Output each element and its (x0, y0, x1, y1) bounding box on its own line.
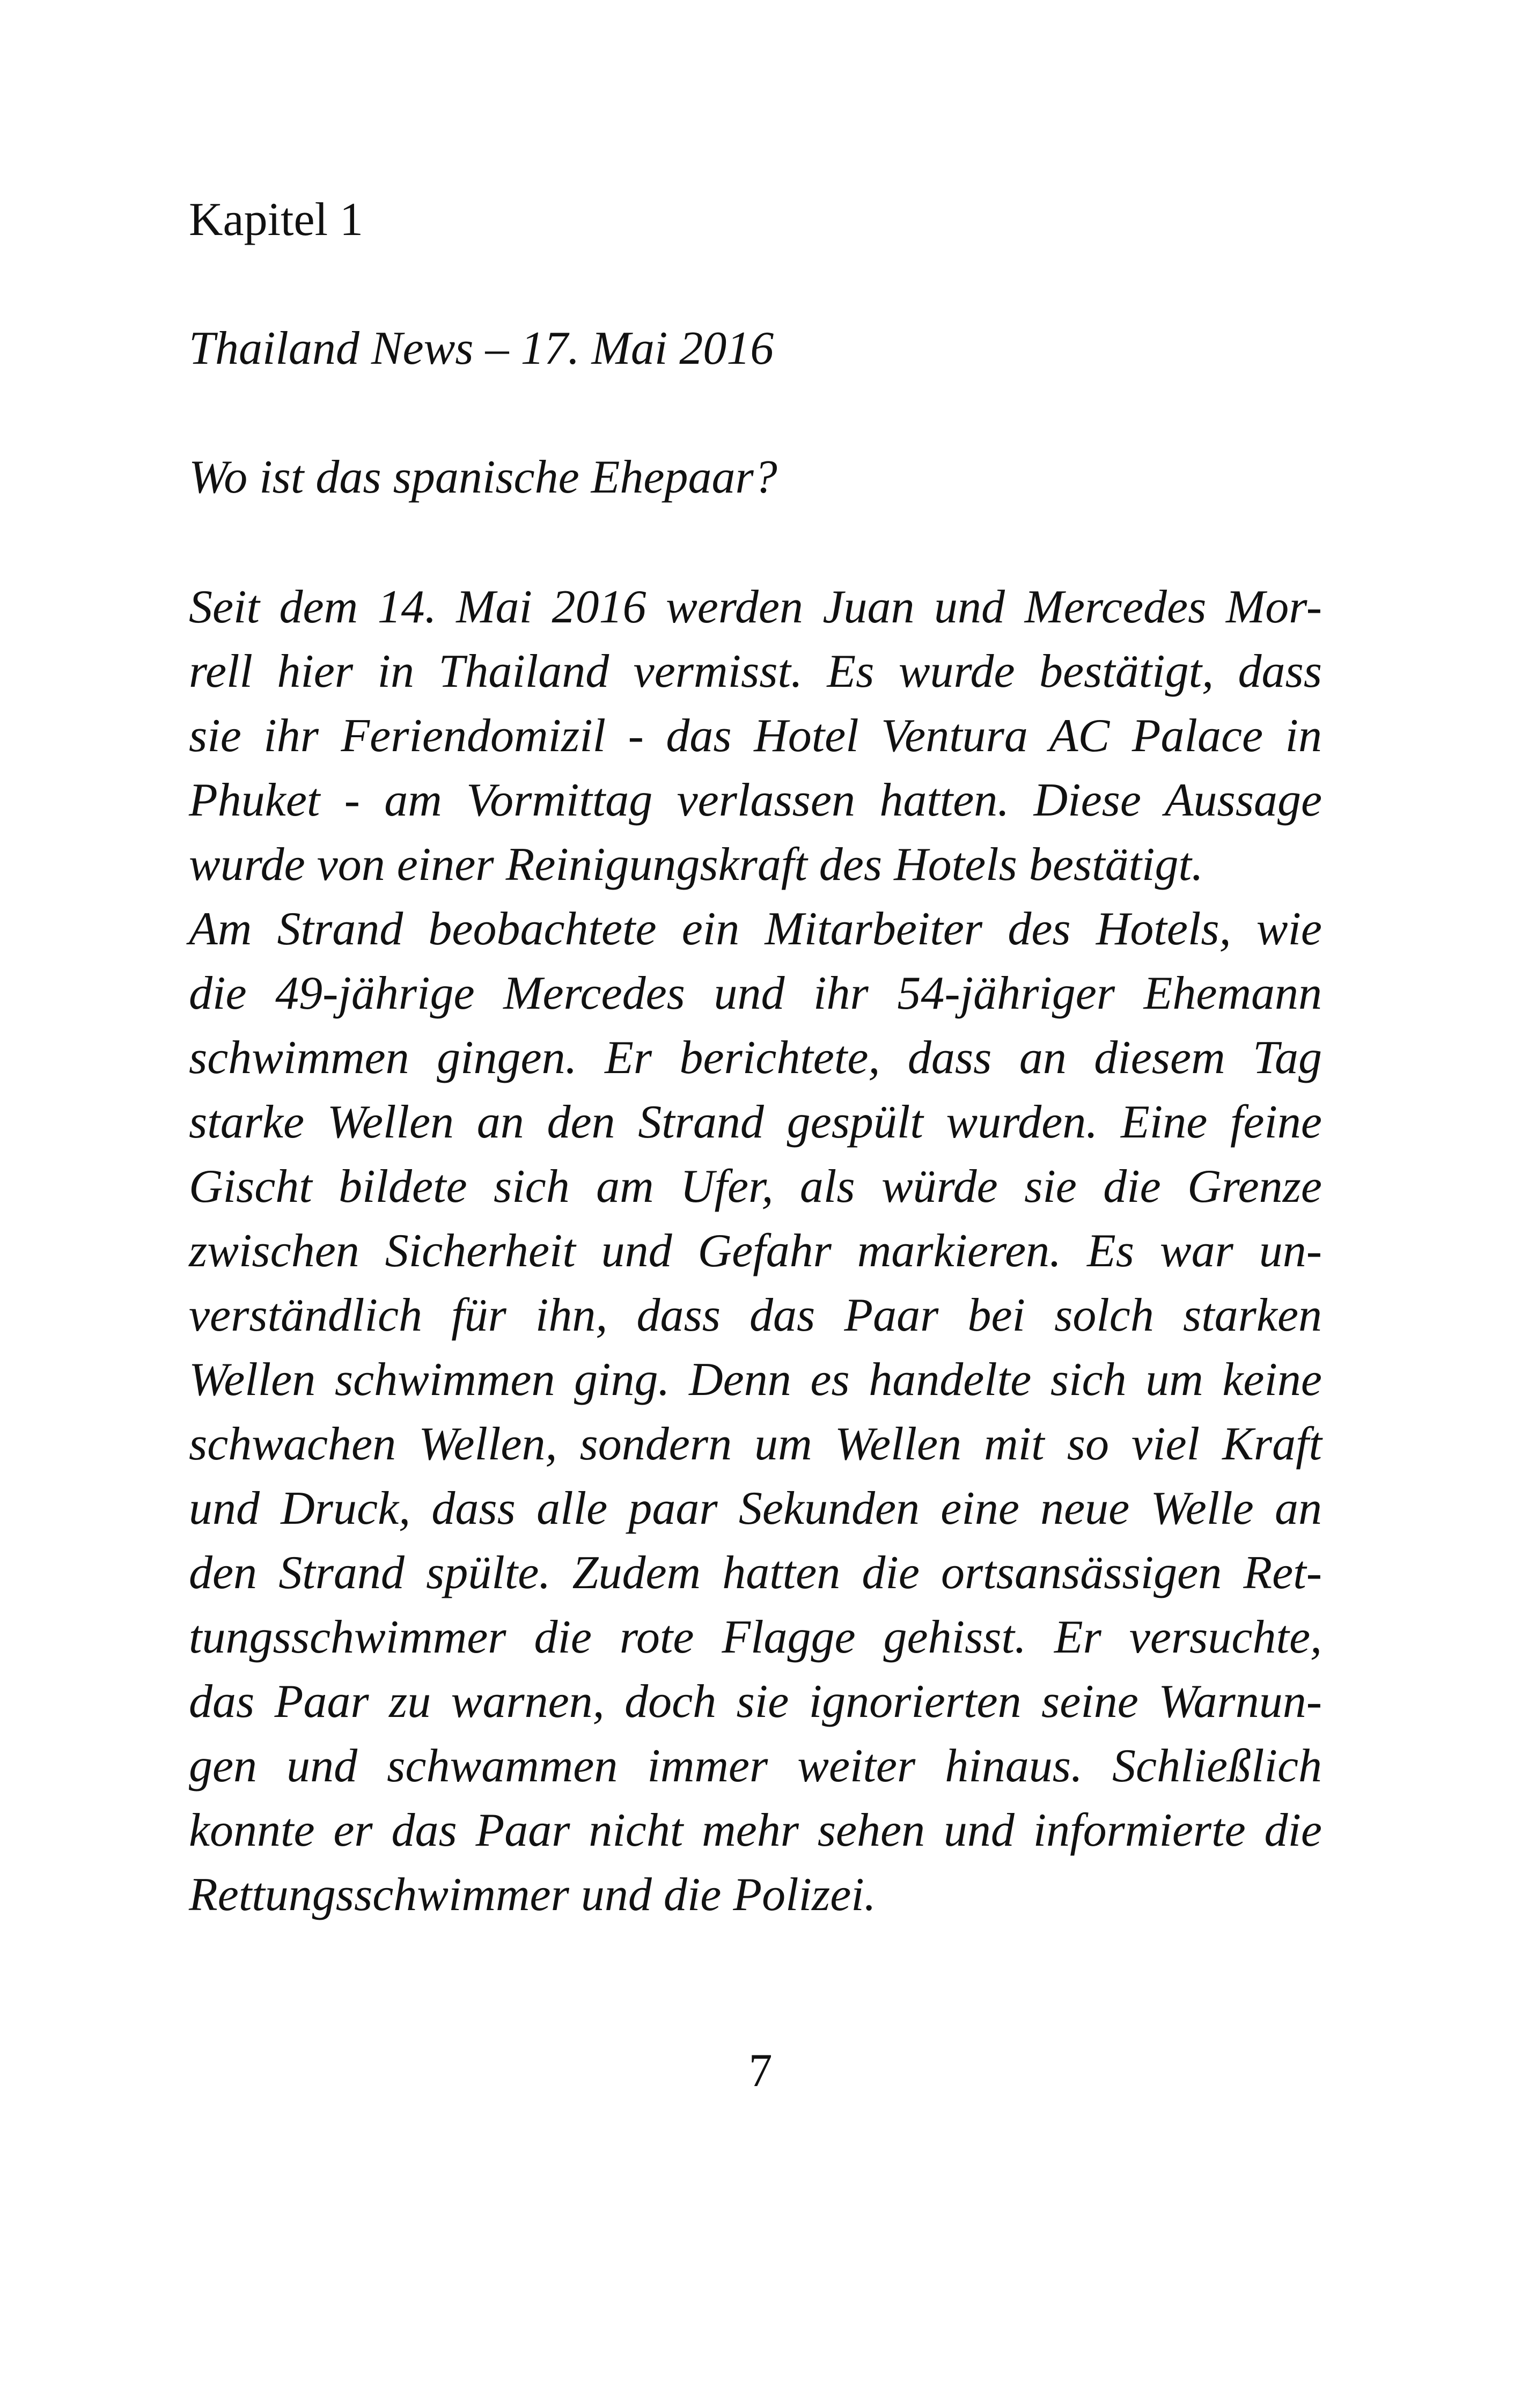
body-line: schwachen Wellen, sondern um Wellen mit so viel Kraft (189, 1418, 1322, 1470)
body-line: zwischen Sicherheit und Gefahr markieren. Es war un- (189, 1225, 1322, 1277)
body-line: das Paar zu warnen, doch sie ignorierten seine Warnun- (189, 1676, 1322, 1728)
body-line: gen und schwammen immer weiter hinaus. Schließlich (189, 1740, 1322, 1792)
body-line: verständlich für ihn, dass das Paar bei solch starken (189, 1289, 1322, 1341)
article-body (189, 575, 1322, 1927)
body-line: die 49-jährige Mercedes und ihr 54-jähriger Ehemann (189, 967, 1322, 1019)
body-line: konnte er das Paar nicht mehr sehen und informierte die (189, 1804, 1322, 1856)
body-line: und Druck, dass alle paar Sekunden eine neue Welle an (189, 1482, 1322, 1535)
body-line: Seit dem 14. Mai 2016 werden Juan und Mercedes Mor- (189, 581, 1322, 633)
body-line: Phuket - am Vormittag verlassen hatten. Diese Aussage (189, 774, 1322, 826)
body-line: den Strand spülte. Zudem hatten die ortsansässigen Ret- (189, 1547, 1322, 1599)
body-line: Rettungsschwimmer und die Polizei. (189, 1869, 876, 1921)
body-line: tungsschwimmer die rote Flagge gehisst. Er versuchte, (189, 1611, 1322, 1663)
news-source-line: Thailand News – 17. Mai 2016 (189, 322, 774, 375)
page-number: 7 (748, 2045, 773, 2097)
body-line: schwimmen gingen. Er berichtete, dass an diesem Tag (189, 1032, 1322, 1084)
body-line: starke Wellen an den Strand gespült wurden. Eine feine (189, 1096, 1322, 1148)
body-line: Wellen schwimmen ging. Denn es handelte sich um keine (189, 1354, 1322, 1406)
chapter-heading: Kapitel 1 (189, 194, 364, 246)
body-line: rell hier in Thailand vermisst. Es wurde bestätigt, dass (189, 645, 1322, 698)
article-headline: Wo ist das spanische Ehepaar? (189, 451, 777, 503)
body-line: Am Strand beobachtete ein Mitarbeiter des Hotels, wie (189, 903, 1322, 955)
body-line: sie ihr Feriendomizil - das Hotel Ventura AC Palace in (189, 710, 1322, 762)
body-line: Gischt bildete sich am Ufer, als würde sie die Grenze (189, 1161, 1322, 1213)
body-line: wurde von einer Reinigungskraft des Hotels bestätigt. (189, 839, 1203, 891)
